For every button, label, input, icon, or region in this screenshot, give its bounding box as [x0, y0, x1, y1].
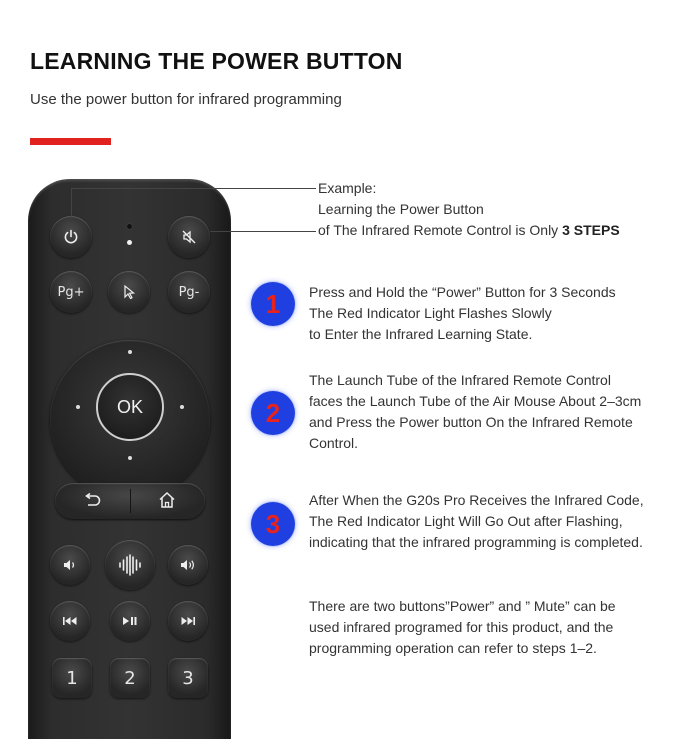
mute-icon — [181, 229, 197, 245]
voice-button — [105, 540, 155, 590]
note-line: programming operation can refer to steps 1–2. — [309, 640, 597, 656]
step-number-3 — [251, 502, 295, 546]
volume-down-icon — [62, 558, 78, 572]
step-line: to Enter the Infrared Learning State. — [309, 326, 533, 342]
note-line: There are two buttons”Power” and ” Mute” can be — [309, 598, 616, 614]
page-up-label: Pg+ — [57, 284, 85, 300]
note-line: used infrared programed for this product, and the — [309, 619, 614, 635]
example-heading: Example: — [318, 180, 377, 196]
ok-button — [96, 373, 164, 441]
number-key-label: 2 — [124, 667, 136, 689]
back-home-rocker — [55, 483, 205, 519]
rocker-divider — [130, 489, 131, 513]
play-pause-button — [110, 601, 150, 641]
page-subtitle: Use the power button for infrared programming — [30, 91, 342, 108]
step-number-2 — [251, 391, 295, 435]
example-line-text: of The Infrared Remote Control is Only — [318, 222, 563, 238]
example-line: Learning the Power Button — [318, 201, 484, 217]
back-icon — [82, 493, 102, 509]
step-line: The Red Indicator Light Flashes Slowly — [309, 305, 552, 321]
volume-down-button — [50, 545, 90, 585]
mute-button — [168, 216, 210, 258]
previous-icon — [62, 616, 78, 626]
example-steps-emphasis: 3 STEPS — [562, 222, 620, 238]
step-number-label: 3 — [265, 508, 281, 539]
dpad-left-dot — [76, 405, 80, 409]
play-pause-icon — [122, 616, 138, 626]
step-line: The Launch Tube of the Infrared Remote Control — [309, 372, 611, 388]
callout-line-power-drop — [71, 188, 72, 218]
previous-button — [50, 601, 90, 641]
step-line: After When the G20s Pro Receives the Infrared Code, — [309, 492, 644, 508]
example-line-steps — [318, 220, 620, 241]
note-block — [309, 596, 616, 659]
dpad-up-dot — [128, 350, 132, 354]
number-key-1 — [52, 658, 92, 698]
page-title: LEARNING THE POWER BUTTON — [30, 48, 403, 74]
step-line: Press and Hold the “Power” Button for 3 Seconds — [309, 284, 616, 300]
page-down-label: Pg- — [178, 284, 200, 300]
mouse-button — [108, 271, 150, 313]
indicator-led — [127, 240, 132, 245]
number-key-2 — [110, 658, 150, 698]
page-up-button — [50, 271, 92, 313]
number-key-3 — [168, 658, 208, 698]
volume-up-icon — [179, 558, 197, 572]
step-line: faces the Launch Tube of the Air Mouse About 2–3cm — [309, 393, 642, 409]
indicator-led-top — [127, 224, 132, 229]
dpad-right-dot — [180, 405, 184, 409]
mouse-cursor-icon — [121, 284, 137, 300]
number-key-label: 3 — [182, 667, 194, 689]
voice-icon — [117, 554, 143, 576]
callout-line-power — [71, 188, 316, 189]
step-line: indicating that the infrared programming is completed. — [309, 534, 643, 550]
step-number-label: 2 — [265, 397, 281, 428]
step-text-2 — [309, 370, 641, 454]
step-number-1 — [251, 282, 295, 326]
volume-up-button — [168, 545, 208, 585]
step-text-3 — [309, 490, 644, 553]
home-icon — [158, 491, 176, 509]
step-number-label: 1 — [265, 288, 281, 319]
accent-bar — [30, 138, 111, 145]
power-icon — [63, 229, 79, 245]
step-line: The Red Indicator Light Will Go Out after Flashing, — [309, 513, 623, 529]
step-line: and Press the Power button On the Infrared Remote — [309, 414, 633, 430]
dpad-down-dot — [128, 456, 132, 460]
step-line: Control. — [309, 435, 359, 451]
ok-label: OK — [116, 396, 143, 417]
power-button — [50, 216, 92, 258]
next-icon — [180, 616, 196, 626]
step-text-1 — [309, 282, 616, 345]
example-block — [318, 178, 620, 241]
callout-line-mute — [210, 231, 316, 232]
next-button — [168, 601, 208, 641]
page-down-button — [168, 271, 210, 313]
number-key-label: 1 — [66, 667, 78, 689]
